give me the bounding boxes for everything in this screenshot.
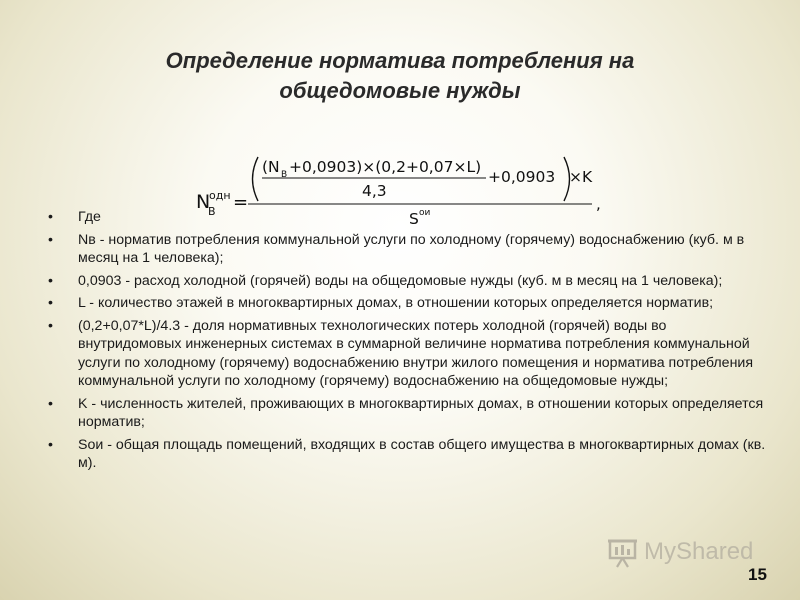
list-item-text: 0,0903 - расход холодной (горячей) воды на общедомовые нужды (куб. м в месяц на 1 человека); xyxy=(78,272,723,289)
formula-plus-constant: +0,0903 xyxy=(488,168,556,186)
list-item-text: K - численность жителей, проживающих в многоквартирных домах, в отношении которых определяется норматив; xyxy=(78,395,764,430)
bullet: • xyxy=(48,295,53,311)
list-item-text: Где xyxy=(78,209,101,225)
list-item xyxy=(46,317,766,391)
title-line-1: Определение норматива потребления на xyxy=(165,48,635,73)
bullet: • xyxy=(48,272,53,289)
bullet: • xyxy=(48,209,53,225)
formula-lhs-subscript: B xyxy=(208,205,216,218)
formula xyxy=(0,0,800,230)
presentation-board-icon xyxy=(606,536,640,570)
list-item xyxy=(46,436,766,473)
formula-inner-bottom: 4,3 xyxy=(362,182,387,200)
formula-lhs-superscript: одн xyxy=(209,189,231,202)
list-item-text: Sои - общая площадь помещений, входящих в состав общего имущества в многоквартирных домах (кв. м). xyxy=(78,436,766,471)
formula-big-left-paren xyxy=(253,157,259,201)
list-item-text: (0,2+0,07*L)/4.3 - доля нормативных технологических потерь холодной (горячей) воды во внутридомовых инженерных системах в суммарной величине норматива потребления коммунальной услуги по холодному (горячему) водоснабжению внутри жилого помещения и норматива потребления коммунальной услуги по холодному (горячему) водоснабжению на общедомовые нужды; xyxy=(78,317,754,389)
formula-equals: = xyxy=(233,192,249,213)
list-item xyxy=(46,294,766,313)
list-item xyxy=(46,272,766,291)
formula-lhs-symbol: N xyxy=(196,191,211,213)
bullet: • xyxy=(48,317,53,334)
page-number: 15 xyxy=(748,565,767,584)
formula-denominator: S xyxy=(409,210,419,228)
bullet: • xyxy=(48,231,53,248)
formula-inner-top-subscript: B xyxy=(281,170,288,180)
formula-inner-top-rest: +0,0903)×(0,2+0,07×L) xyxy=(289,158,482,176)
list-item xyxy=(46,231,766,268)
bullet: • xyxy=(48,395,53,412)
bullet: • xyxy=(48,436,53,453)
list-item xyxy=(46,208,766,227)
formula-inner-top-open: (N xyxy=(262,158,280,176)
list-item-text: Nв - норматив потребления коммунальной услуги по холодному (горячему) водоснабжению (куб. м в месяц на 1 человека); xyxy=(78,231,745,266)
formula-denominator-superscript: ои xyxy=(419,208,431,218)
definitions-list xyxy=(46,208,766,477)
list-item xyxy=(46,395,766,432)
watermark-text: MyShared xyxy=(644,538,754,565)
title-line-2: общедомовые нужды xyxy=(279,78,521,103)
list-item-text: L - количество этажей в многоквартирных домах, в отношении которых определяется норматив; xyxy=(78,295,714,311)
formula-trailing-comma: , xyxy=(596,195,601,213)
formula-times-k: ×K xyxy=(569,168,593,186)
